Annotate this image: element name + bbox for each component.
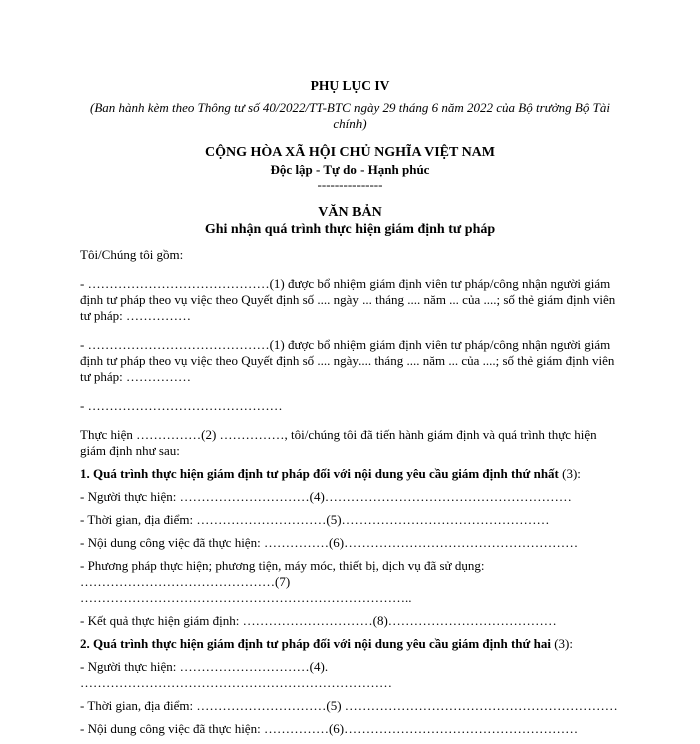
document-subtitle: Ghi nhận quá trình thực hiện giám định tư pháp [204, 222, 496, 237]
section-1-performer: - Người thực hiện: …………………………(4)………………………………………………… [80, 489, 572, 504]
section-1-method: - Phương pháp thực hiện; phương tiện, máy móc, thiết bị, dịch vụ đã sử dụng: ………………………………………(7) ………………………………………………………………….. [80, 558, 485, 605]
document-sheet [80, 78, 620, 744]
section-1-heading-ref: (3): [558, 466, 581, 481]
national-title: CỘNG HÒA XÃ HỘI CHỦ NGHĨA VIỆT NAM [204, 145, 495, 160]
annex-title: PHỤ LỤC IV [310, 78, 390, 93]
section-1-result: - Kết quả thực hiện giám định: …………………………(8)………………………………… [80, 613, 557, 628]
section-1-heading-text: 1. Quá trình thực hiện giám định tư pháp đối với nội dung yêu cầu giám định thứ nhất [80, 466, 559, 481]
intro-line: Tôi/Chúng tôi gồm: [80, 247, 184, 262]
section-2-heading-text: 2. Quá trình thực hiện giám định tư pháp đối với nội dung yêu cầu giám định thứ hai [80, 636, 551, 651]
performing-statement: Thực hiện ……………(2) ……………, tôi/chúng tôi đã tiến hành giám định và quá trình thực hiện giám định như sau: [80, 427, 597, 458]
expert-entry-3: - ……………………………………… [80, 398, 283, 413]
section-1-time-place: - Thời gian, địa điểm: …………………………(5)………………………………………… [80, 512, 550, 527]
decree-reference: (Ban hành kèm theo Thông tư số 40/2022/TT-BTC ngày 29 tháng 6 năm 2022 của Bộ trưởng Bộ Tài chính) [90, 100, 610, 131]
expert-entry-2: - ……………………………………(1) được bổ nhiệm giám định viên tư pháp/công nhận người giám định tư pháp theo vụ việc theo Quyết định số .... ngày.... tháng .... năm ... của ....; số thẻ giám định viên tư pháp: …………… [80, 337, 615, 384]
section-2-time-place: - Thời gian, địa điểm: …………………………(5) ……………………………………………………… [80, 698, 618, 713]
section-1-work-content: - Nội dung công việc đã thực hiện: ……………(6)……………………………………………… [80, 535, 579, 550]
section-2-performer: - Người thực hiện: …………………………(4). ……………………………………………………………… [80, 659, 392, 690]
expert-entry-1: - ……………………………………(1) được bổ nhiệm giám định viên tư pháp/công nhận người giám định tư pháp theo vụ việc theo Quyết định số .... ngày ... tháng .... năm ... của ....; số thẻ giám định viên tư pháp: …………… [80, 276, 616, 323]
section-2-work-content: - Nội dung công việc đã thực hiện: ……………(6)……………………………………………… [80, 721, 579, 736]
section-2-heading-ref: (3): [550, 636, 573, 651]
document-title: VĂN BẢN [318, 205, 382, 220]
section-2-heading [80, 636, 620, 652]
header-separator: --------------- [317, 177, 383, 192]
national-motto: Độc lập - Tự do - Hạnh phúc [270, 162, 430, 177]
section-1-heading [80, 466, 620, 482]
